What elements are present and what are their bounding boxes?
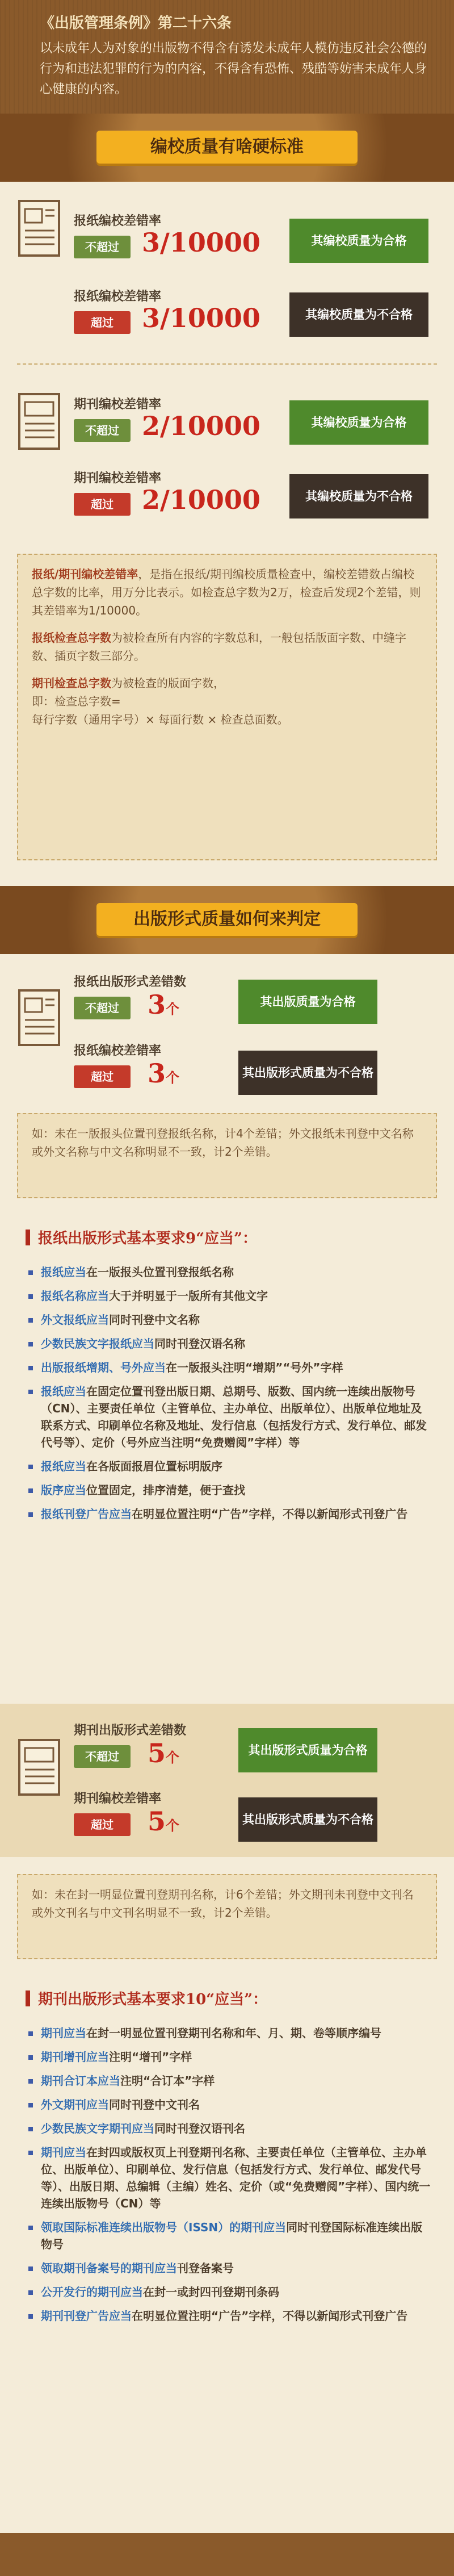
list-item	[28, 1458, 431, 1475]
form-value-number: 3	[148, 989, 166, 1020]
req-key: 期刊应当	[41, 2026, 86, 2040]
req-text: 在封一或封四刊登期刊条码	[143, 2285, 279, 2299]
form-value-unit: 个	[166, 1001, 180, 1017]
law-title: 《出版管理条例》第二十六条	[40, 15, 232, 32]
note-editing-error-rate	[32, 565, 422, 620]
form-value	[148, 989, 179, 1020]
note-text: ，是指在报纸/期刊编校质量检查中，编校差错数占编校总字数的比率，用万分比表示。如检查总字数为2万，检查后发现2个差错，则其差错率为1/10000。	[32, 567, 421, 617]
list-item	[28, 2120, 431, 2137]
req-text: 在固定位置刊登出版日期、总期号、版数、国内统一连续出版物号（CN）、主要责任单位（主管单位、主办单位、出版单位）、出版单位地址及联系方式、印刷单位名称及地址、发行信息（包括发行方式、发行单位、邮发代号等）、定价（号外应当注明“免费赠阅”字样）等	[41, 1385, 427, 1449]
result-fail: 其编校质量为不合格	[289, 292, 428, 337]
note-term: 期刊检查总字数	[32, 676, 111, 690]
note-journal-word-count	[32, 674, 422, 729]
req-key: 出版报纸增期、号外应当	[41, 1361, 166, 1374]
form-value-unit: 个	[166, 1817, 180, 1834]
req-text: 注明“合订本”字样	[120, 2074, 215, 2088]
req-key: 版序应当	[41, 1483, 86, 1497]
journal-doc-icon	[17, 1738, 68, 1800]
journal-requirements-title: 期刊出版形式基本要求10“应当”：	[26, 1988, 267, 2009]
tag-not-exceed: 不超过	[74, 419, 131, 442]
form-value-number: 3	[148, 1058, 166, 1089]
result-fail: 其出版形式质量为不合格	[238, 1051, 377, 1095]
req-text: 在封四或版权页上刊登期刊名称、主要责任单位（主管单位、主办单位、出版单位）、印刷单位、发行信息（包括发行方式、发行单位、邮发代号等）、出版日期、总编辑（主编）姓名、定价（或“免费赠阅”字样）、国内统一连续出版物号（CN）等	[41, 2146, 431, 2210]
req-text: 在明显位置注明“广告”字样，不得以新闻形式刊登广告	[132, 2309, 408, 2323]
paper-example-note: 如：未在一版报头位置刊登报纸名称，计4个差错；外文报纸未刊登中文名称或外文名称与中文名称明显不一致，计2个差错。	[17, 1113, 437, 1198]
list-item	[28, 1264, 431, 1281]
form-label: 期刊出版形式差错数	[74, 1724, 187, 1738]
result-pass: 其出版质量为合格	[238, 980, 377, 1024]
req-text: 同时刊登中文名称	[109, 1313, 200, 1327]
rate-value: 2/10000	[142, 484, 260, 515]
result-pass: 其编校质量为合格	[289, 400, 428, 445]
list-item	[28, 1482, 431, 1499]
note-term: 报纸/期刊编校差错率	[32, 567, 138, 581]
law-text: 以未成年人为对象的出版物不得含有诱发未成年人模仿违反社会公德的行为和违法犯罪的行为的内容，不得含有恐怖、残酷等妨害未成年人身心健康的内容。	[40, 41, 427, 97]
journal-doc-icon	[17, 392, 68, 454]
list-item	[28, 2219, 431, 2253]
note-text: 为被检查的版面字数，	[111, 676, 225, 690]
form-label: 报纸出版形式差错数	[74, 975, 187, 989]
form-value	[148, 1738, 179, 1768]
req-key: 期刊合订本应当	[41, 2074, 120, 2088]
tag-exceed: 超过	[74, 1813, 131, 1836]
paper-requirements-title: 报纸出版形式基本要求9“应当”：	[26, 1227, 257, 1248]
list-item	[28, 1383, 431, 1451]
rate-value: 2/10000	[142, 411, 260, 441]
divider	[17, 363, 437, 365]
list-item	[28, 1287, 431, 1304]
newspaper-doc-icon	[17, 988, 68, 1051]
req-text: 在一版报头位置刊登报纸名称	[86, 1265, 234, 1279]
req-text: 同时刊登汉语刊名	[154, 2122, 245, 2135]
note-text: 为被检查所有内容的字数总和，一般包括版面字数、中缝字数、插页字数三部分。	[32, 631, 406, 663]
definition-notes	[17, 554, 437, 860]
req-text: 注明“增刊”字样	[109, 2050, 192, 2064]
journal-requirements-list	[28, 2025, 431, 2331]
req-text: 在各版面报眉位置标明版序	[86, 1460, 222, 1473]
form-value-number: 5	[148, 1738, 166, 1768]
rate-label: 期刊编校差错率	[74, 398, 162, 412]
form-value-unit: 个	[166, 1069, 180, 1086]
list-item	[28, 2260, 431, 2277]
list-item	[28, 2096, 431, 2113]
result-fail: 其出版形式质量为不合格	[238, 1797, 377, 1842]
tag-exceed: 超过	[74, 493, 131, 516]
footer-band	[0, 2533, 454, 2576]
journal-example-note: 如：未在封一明显位置刊登期刊名称，计6个差错；外文期刊未刊登中文刊名或外文刊名与中文刊名明显不一致，计2个差错。	[17, 1874, 437, 1959]
note-term: 报纸检查总字数	[32, 631, 111, 645]
list-item	[28, 1359, 431, 1376]
req-text: 位置固定，排序清楚，便于查找	[86, 1483, 245, 1497]
section2-header	[0, 886, 454, 954]
list-item	[28, 2307, 431, 2324]
rate-value: 3/10000	[142, 303, 260, 333]
paper-requirements-list	[28, 1264, 431, 1529]
rate-label: 报纸编校差错率	[74, 290, 162, 304]
list-item	[28, 1506, 431, 1523]
tag-exceed: 超过	[74, 311, 131, 334]
journal-form-panel	[0, 1704, 454, 1857]
rate-value: 3/10000	[142, 227, 260, 258]
rate-label: 期刊编校差错率	[74, 471, 162, 486]
req-key: 报纸应当	[41, 1460, 86, 1473]
list-item	[28, 2025, 431, 2042]
section2-ribbon-label: 出版形式质量如何来判定	[133, 909, 321, 929]
req-key: 报纸刊登广告应当	[41, 1507, 132, 1521]
rate-label: 报纸编校差错率	[74, 214, 162, 228]
req-text: 同时刊登汉语名称	[154, 1337, 245, 1350]
req-key: 报纸名称应当	[41, 1289, 109, 1303]
section1-header	[0, 114, 454, 182]
tag-exceed: 超过	[74, 1065, 131, 1088]
tag-not-exceed: 不超过	[74, 1745, 131, 1768]
form-value-number: 5	[148, 1806, 166, 1837]
note-formula-intro: 即：检查总字数=	[32, 695, 121, 708]
req-key: 外文期刊应当	[41, 2098, 109, 2111]
list-item	[28, 2144, 431, 2212]
result-pass: 其编校质量为合格	[289, 219, 428, 263]
req-key: 公开发行的期刊应当	[41, 2285, 143, 2299]
newspaper-doc-icon	[17, 199, 68, 261]
list-item	[28, 1335, 431, 1352]
section1-ribbon-label: 编校质量有啥硬标准	[150, 137, 304, 157]
note-formula: 每行字数（通用字号）× 每面行数 × 检查总面数。	[32, 713, 289, 726]
list-item	[28, 2072, 431, 2089]
req-text: 在明显位置注明“广告”字样，不得以新闻形式刊登广告	[132, 1507, 408, 1521]
form-value-unit: 个	[166, 1749, 180, 1766]
req-key: 领取期刊备案号的期刊应当	[41, 2261, 177, 2275]
tag-not-exceed: 不超过	[74, 236, 131, 258]
req-text: 在封一明显位置刊登期刊名称和年、月、期、卷等顺序编号	[86, 2026, 381, 2040]
form-value	[148, 1806, 179, 1837]
tag-not-exceed: 不超过	[74, 997, 131, 1019]
req-text: 同时刊登中文刊名	[109, 2098, 200, 2111]
req-key: 期刊刊登广告应当	[41, 2309, 132, 2323]
req-key: 期刊应当	[41, 2146, 86, 2159]
req-text: 同时刊登国际标准连续出版物号	[41, 2220, 423, 2251]
req-text: 刊登备案号	[177, 2261, 234, 2275]
req-key: 报纸应当	[41, 1385, 86, 1398]
form-label: 期刊编校差错率	[74, 1792, 162, 1806]
req-key: 领取国际标准连续出版物号（ISSN）的期刊应当	[41, 2220, 287, 2234]
form-value	[148, 1058, 179, 1089]
req-key: 报纸应当	[41, 1265, 86, 1279]
list-item	[28, 2284, 431, 2301]
section2-ribbon	[96, 903, 358, 936]
result-pass: 其出版形式质量为合格	[238, 1728, 377, 1772]
req-key: 期刊增刊应当	[41, 2050, 109, 2064]
list-item	[28, 1311, 431, 1328]
req-key: 少数民族文字期刊应当	[41, 2122, 154, 2135]
req-key: 少数民族文字报纸应当	[41, 1337, 154, 1350]
req-text: 大于并明显于一版所有其他文字	[109, 1289, 268, 1303]
intro-banner	[0, 0, 454, 114]
req-text: 在一版报头注明“增期”“号外”字样	[166, 1361, 343, 1374]
req-key: 外文报纸应当	[41, 1313, 109, 1327]
list-item	[28, 2048, 431, 2065]
form-label: 报纸编校差错率	[74, 1044, 162, 1058]
note-newspaper-word-count	[32, 629, 422, 665]
section1-ribbon	[96, 131, 358, 164]
result-fail: 其编校质量为不合格	[289, 474, 428, 518]
